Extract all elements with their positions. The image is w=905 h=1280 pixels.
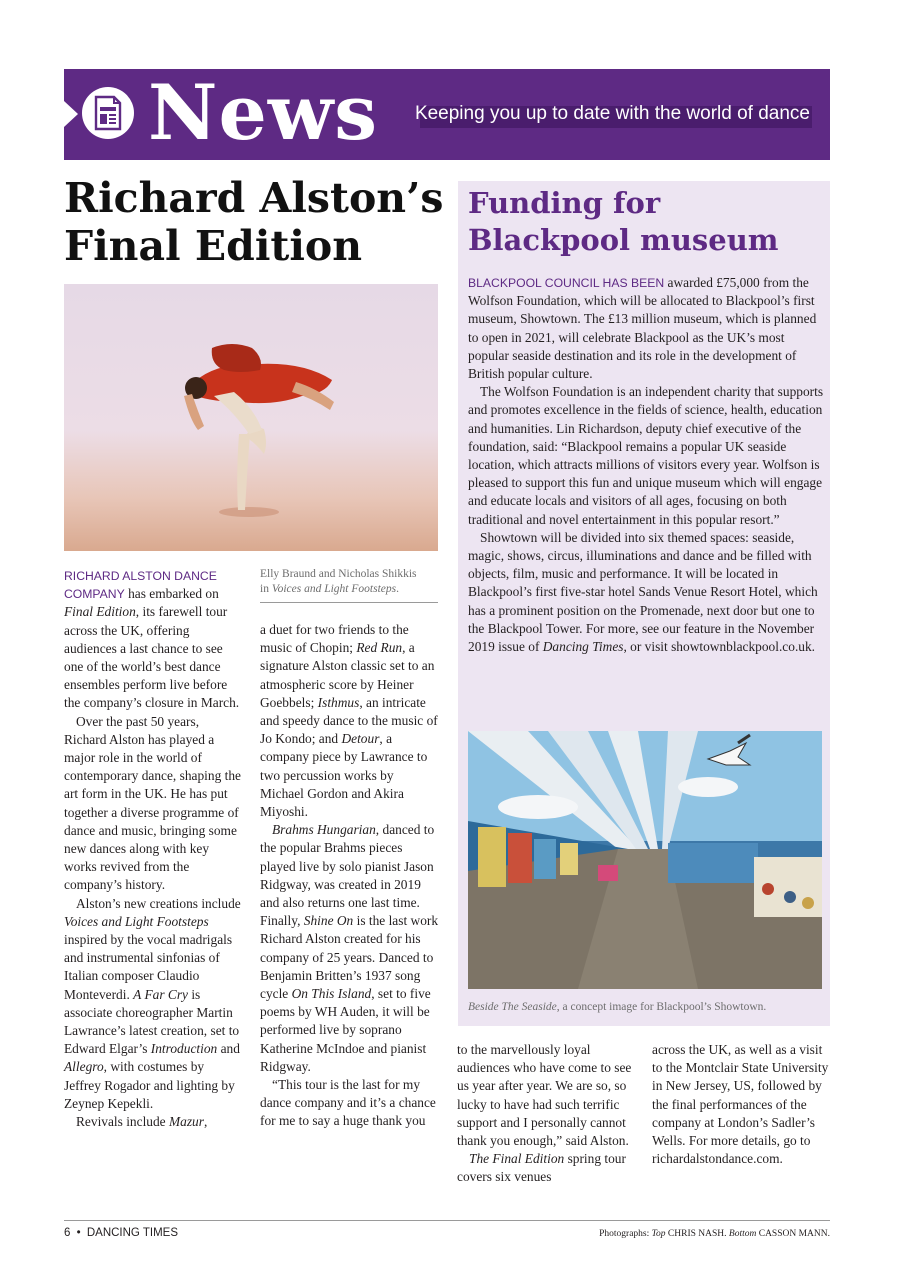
- credits-label: Photographs:: [599, 1229, 652, 1239]
- drop-caps-lead: RICHARD ALSTON DANCE COMPANY: [64, 569, 217, 602]
- article-column-2: [260, 621, 440, 1131]
- text: Alston’s new creations include: [76, 895, 241, 911]
- text: Showtown will be divided into six themed spaces: seaside, magic, shows, circus, illuminations and dance and be filled with objects, film, music and performance. It will be located in Blackpool’s first five-star hotel Sands Venue Resort Hotel, which has a prominent position on the Promenade, next door but one to the Blackpool Tower. For more, see our feature in the November 2019 issue of: [468, 529, 818, 655]
- sidebar-headline: [468, 185, 818, 259]
- text: , a signature Alston classic set to an atmospheric score by Heiner Goebbels;: [260, 640, 435, 710]
- paragraph: [64, 895, 242, 1113]
- work-title: Beside The Seaside: [468, 1001, 557, 1013]
- text: inspired by the vocal madrigals and instrumental sinfonias of Italian composer Claudio Monteverdi.: [64, 932, 233, 1002]
- credits-bottom: CASSON MANN.: [756, 1229, 830, 1239]
- newspaper-icon: [82, 87, 134, 139]
- caption-text: .: [396, 583, 399, 595]
- photo-caption: [260, 567, 438, 603]
- dance-photo: [64, 284, 438, 551]
- paragraph: [260, 621, 440, 821]
- work-title: On This Island: [291, 986, 372, 1002]
- credits-top-label: Top: [651, 1229, 666, 1239]
- work-title: Detour: [341, 731, 380, 747]
- text: , its farewell tour across the UK, offering audiences a last chance to see one of the world’s best dance ensembles perform live before the company’s closure in March.: [64, 604, 240, 711]
- folio-bullet: •: [76, 1227, 81, 1239]
- text: , an intricate and speedy dance to the music of Jo Kondo; and: [260, 694, 438, 747]
- article-column-4: [652, 1041, 830, 1168]
- caption-title: Voices and Light Footsteps: [271, 583, 397, 595]
- text: , a company piece by Lawrance to two percussion works by Michael Gordon and Akira Miyoshi.: [260, 731, 428, 820]
- text: is associate choreographer Martin Lawrance’s latest creation, set to Edward Elgar’s: [64, 986, 240, 1057]
- article-column-1: [64, 567, 242, 1131]
- paragraph: across the UK, as well as a visit to the Montclair State University in New Jersey, US, followed by the final performances of the company at London’s Sadler’s Wells. For more details, go to richardalstondance.com.: [652, 1042, 829, 1167]
- work-title: Shine On: [303, 913, 354, 929]
- news-banner: [64, 69, 830, 160]
- footer-folio: [64, 1227, 178, 1239]
- work-title: Isthmus: [317, 694, 360, 710]
- credits-top: CHRIS NASH.: [665, 1229, 729, 1239]
- article-column-3: [457, 1041, 635, 1187]
- text: a duet for two friends to the music of Chopin;: [260, 622, 409, 656]
- text: has embarked on: [124, 586, 219, 602]
- banner-tagline: Keeping you up to date with the world of dance: [414, 103, 810, 124]
- paragraph: [64, 1113, 242, 1131]
- text: ,: [203, 1114, 208, 1130]
- sidebar-headline-line-2: Blackpool museum: [468, 223, 779, 257]
- paragraph: “This tour is the last for my dance company and it’s a chance for me to say a huge thank you: [260, 1077, 436, 1129]
- banner-title: News: [148, 68, 379, 157]
- text: , set to five poems by WH Auden, it will be performed live by soprano Katherine McIndoe and pianist Ridgway.: [260, 986, 431, 1074]
- caption-text: Elly Braund and Nicholas Shikkis: [260, 568, 417, 580]
- paragraph: [64, 567, 242, 713]
- text: is the last work Richard Alston created for his company of 25 years. Danced to Benjamin Britten’s 1937 song cycle: [260, 913, 439, 1002]
- work-title: Brahms Hungarian: [272, 822, 376, 838]
- caption-text: in: [260, 583, 272, 595]
- text: awarded £75,000 from the Wolfson Foundation, which will be allocated to Blackpool’s first museum, Showtown. The £13 million museum, which is planned to open in 2021, will celebrate Blackpool as the UK’s most popular seaside destination and its role in the development of British popular culture.: [468, 275, 817, 382]
- work-title: Allegro: [64, 1059, 104, 1075]
- paragraph: Over the past 50 years, Richard Alston has played a major role in the world of contemporary dance, shaping the art form in the UK. He has put together a diverse programme of dance and music, bringing some new dances along with key works revived from the company’s history.: [64, 713, 241, 893]
- work-title: Introduction: [150, 1041, 218, 1057]
- publication-title: Dancing Times: [542, 639, 624, 655]
- work-title: Voices and Light Footsteps: [64, 913, 209, 929]
- sidebar-body: [468, 274, 824, 656]
- concept-image-caption: [468, 1001, 766, 1013]
- work-title: Mazur: [168, 1114, 204, 1130]
- paragraph: [457, 1150, 635, 1186]
- text: , with costumes by Jeffrey Rogador and lighting by Zeynep Kepekli.: [64, 1059, 235, 1111]
- showtown-concept-image: [468, 731, 822, 989]
- banner-notch: [64, 101, 78, 127]
- work-title: A Far Cry: [133, 986, 188, 1002]
- text: Revivals include: [76, 1114, 169, 1130]
- work-title: Red Run: [356, 640, 403, 656]
- photo-credits: [599, 1229, 830, 1239]
- paragraph: [260, 821, 440, 1076]
- drop-caps-lead: BLACKPOOL COUNCIL HAS BEEN: [468, 276, 665, 290]
- article-headline: [64, 174, 444, 270]
- page-number: 6: [64, 1227, 71, 1239]
- paragraph: to the marvellously loyal audiences who have come to see us year after year. We are so, so lucky to have had such terrific support and I personally cannot thank you enough,” said Alston.: [457, 1042, 632, 1149]
- text: spring tour covers six venues: [457, 1151, 626, 1185]
- text: and: [217, 1041, 240, 1057]
- work-title: Final Edition: [64, 604, 136, 620]
- credits-bottom-label: Bottom: [728, 1229, 757, 1239]
- headline-line-2: Final Edition: [64, 222, 363, 270]
- headline-line-1: Richard Alston’s: [64, 174, 444, 222]
- text: , danced to the popular Brahms pieces played live by solo pianist Jason Ridgway, was created in 2019 and also returns one last time. Finally,: [260, 822, 435, 929]
- paragraph: The Wolfson Foundation is an independent charity that supports and promotes excellence in the fields of science, health, education and humanities. Lin Richardson, deputy chief executive of the foundation, said: “Blackpool remains a popular UK seaside location, which attracts millions of visitors every year. Wolfson is pleased to support this fun and unique museum which will engage and educate locals and visitors of all ages, focusing on both traditional and novel entertainment in this popular resort.”: [468, 384, 824, 527]
- text: , or visit showtownblackpool.co.uk.: [623, 639, 816, 655]
- footer-divider: [64, 1220, 830, 1221]
- paragraph: [468, 274, 824, 383]
- work-title: The Final Edition: [469, 1151, 565, 1167]
- publication-name: DANCING TIMES: [86, 1227, 179, 1239]
- caption-text: , a concept image for Blackpool’s Showtown.: [556, 1001, 767, 1013]
- sidebar-headline-line-1: Funding for: [468, 186, 661, 220]
- paragraph: [468, 529, 824, 656]
